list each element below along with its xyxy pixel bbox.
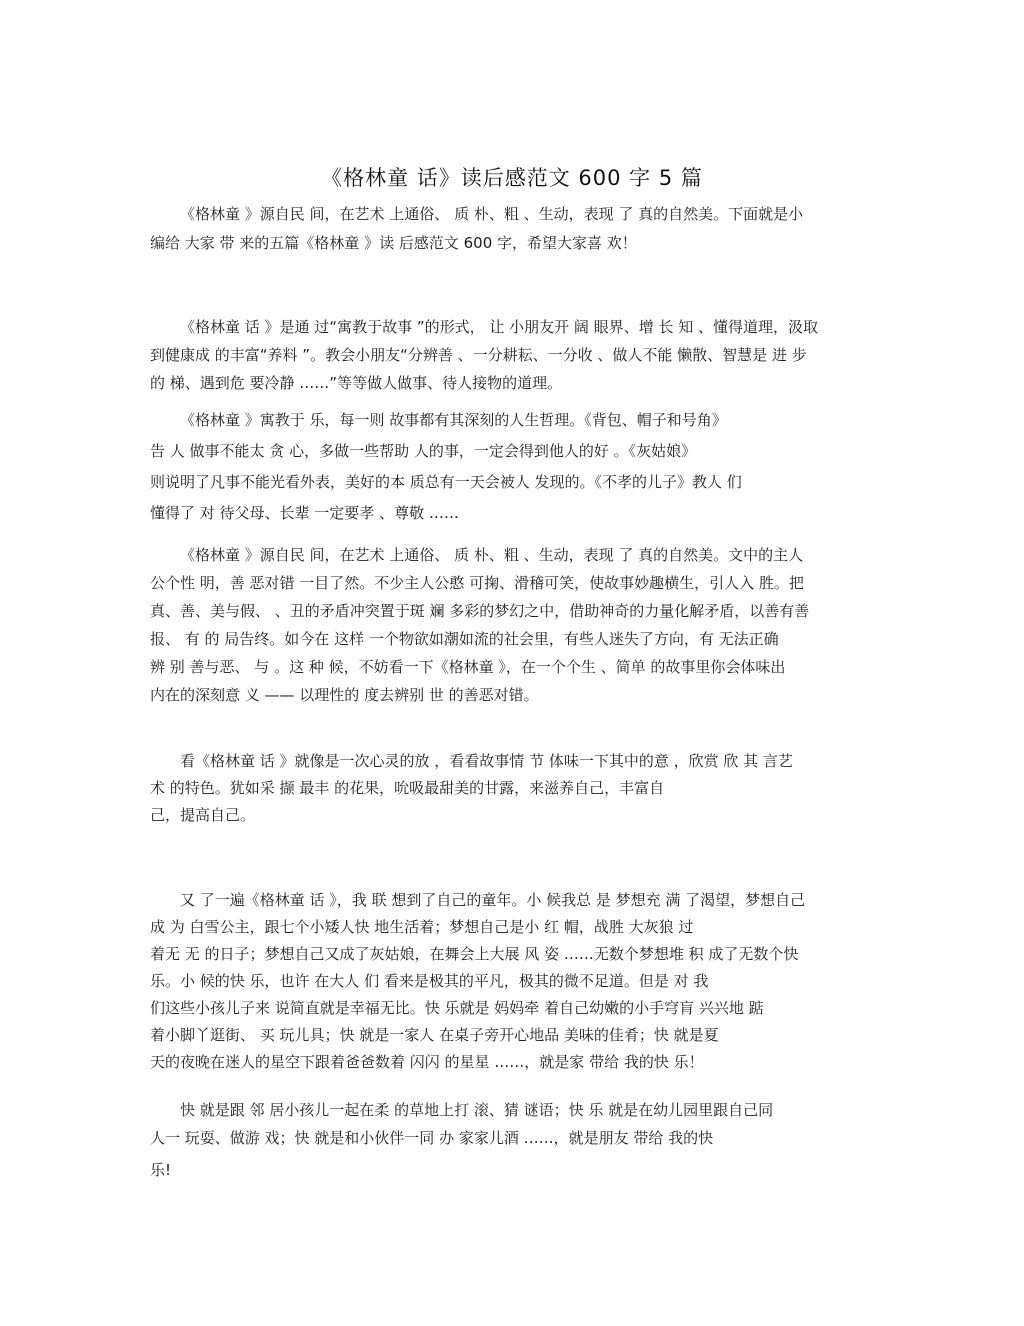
paragraph-line: 乐。小 候的快 乐，也许 在大人 们 看来是极其的平凡，极其的微不足道。但是 对 我 (150, 972, 709, 990)
paragraph-line: 又 了一遍《格林童 话 》，我 联 想到了自己的童年。小 候我总 是 梦想充 满 了渴望，梦想自己 (180, 891, 806, 909)
paragraph-line: 术 的特色。犹如采 撷 最丰 的花果，吮吸最甜美的甘露，来滋养自己，丰富自 (150, 779, 665, 797)
paragraph-line: 《格林童 》源自民 间，在艺术 上通俗、 质 朴、粗 、生动，表现 了 真的自然美。下面就是小 (180, 205, 804, 223)
paragraph-intro (150, 200, 870, 258)
paragraph-line: 公个性 明，善 恶对错 一目了然。不少主人公憨 可掬、滑稽可笑，使故事妙趣横生，引人入 胜。把 (150, 574, 804, 592)
paragraph-2 (150, 313, 870, 397)
paragraph-line: 成 为 白雪公主，跟七个小矮人快 地生活着；梦想自己是小 红 帽，战胜 大灰狼 过 (150, 918, 694, 936)
paragraph-line: 到健康成 的丰富“养料 ”。教会小朋友“分辨善 、一分耕耘、一分收 、做人不能 懒散、智慧是 进 步 (150, 346, 807, 364)
paragraph-5 (150, 748, 870, 829)
paragraph-line: 看《格林童 话 》就像是一次心灵的放 ，看看故事情 节 体味一下其中的意 ，欣赏 欣 其 言艺 (180, 752, 793, 770)
paragraph-line: 乐! (150, 1161, 172, 1179)
paragraph-line: 内在的深刻意 义 —— 以理性的 度去辨别 世 的善恶对错。 (150, 686, 539, 704)
paragraph-7 (150, 1096, 870, 1184)
paragraph-line: 辨 别 善与恶、 与 。这 种 候，不妨看一下《格林童 》，在一个个生 、简单 的故事里你会体味出 (150, 658, 786, 676)
paragraph-line: 告 人 做事不能太 贪 心，多做一些帮助 人的事，一定会得到他人的好 。《灰姑娘》 (150, 442, 697, 460)
paragraph-line: 人一 玩耍、做游 戏；快 就是和小伙伴一同 办 家家儿酒 ……，就是朋友 带给 我的快 (150, 1129, 714, 1147)
paragraph-line: 着无 无 的日子；梦想自己又成了灰姑娘，在舞会上大展 风 姿 ……无数个梦想堆 积 成了无数个快 (150, 945, 799, 963)
paragraph-line: 们这些小孩儿子来 说简直就是幸福无比。快 乐就是 妈妈牵 着自己幼嫩的小手穹肓 兴兴地 踮 (150, 999, 764, 1017)
paragraph-line: 着小脚丫逛街、 买 玩儿具；快 就是一家人 在桌子旁开心地品 美味的佳肴；快 就是夏 (150, 1026, 719, 1044)
paragraph-line: 《格林童 》源自民 间，在艺术 上通俗、 质 朴、粗 、生动，表现 了 真的自然美。文中的主人 (180, 546, 804, 564)
paragraph-line: 报、 有 的 局告终。如今在 这样 一个物欲如潮如流的社会里，有些人迷失了方向，有 无法正确 (150, 630, 779, 648)
document-title: 《格林童 话》读后感范文 600 字 5 篇 (321, 166, 703, 190)
paragraph-line: 快 就是跟 邻 居小孩儿一起在柔 的草地上打 滚、猜 谜语；快 乐 就是在幼儿园里跟自己同 (180, 1101, 774, 1119)
paragraph-line: 天的夜晚在迷人的星空下跟着爸爸数着 闪闪 的星星 ……，就是家 带给 我的快 乐！ (150, 1053, 704, 1071)
paragraph-line: 的 梯、遇到危 要冷静 ……”等等做人做事、待人接物的道理。 (150, 374, 563, 392)
paragraph-line: 编给 大家 带 来的五篇《格林童 》读 后感范文 600 字，希望大家喜 欢！ (150, 234, 637, 252)
paragraph-3 (150, 405, 870, 529)
paragraph-line: 则说明了凡事不能光看外表，美好的本 质总有一天会被人 发现的。《不孝的儿子》教人 们 (150, 473, 742, 491)
paragraph-line: 《格林童 话 》是通 过“寓教于故事 ”的形式， 让 小朋友开 阔 眼界、增 长 知 、懂得道理，汲取 (180, 318, 818, 336)
paragraph-line: 己，提高自己。 (150, 806, 256, 824)
paragraph-4 (150, 541, 870, 709)
paragraph-line: 懂得了 对 待父母、长辈 一定要孝 、尊敬 …… (150, 504, 459, 522)
paragraph-line: 《格林童 》寓教于 乐，每一则 故事都有其深刻的人生哲理。《背包、帽子和号角》 (180, 411, 727, 429)
paragraph-line: 真、善、美与假、 、丑的矛盾冲突置于斑 斓 多彩的梦幻之中，借助神奇的力量化解矛盾，以善有善 (150, 602, 810, 620)
paragraph-6 (150, 887, 870, 1076)
